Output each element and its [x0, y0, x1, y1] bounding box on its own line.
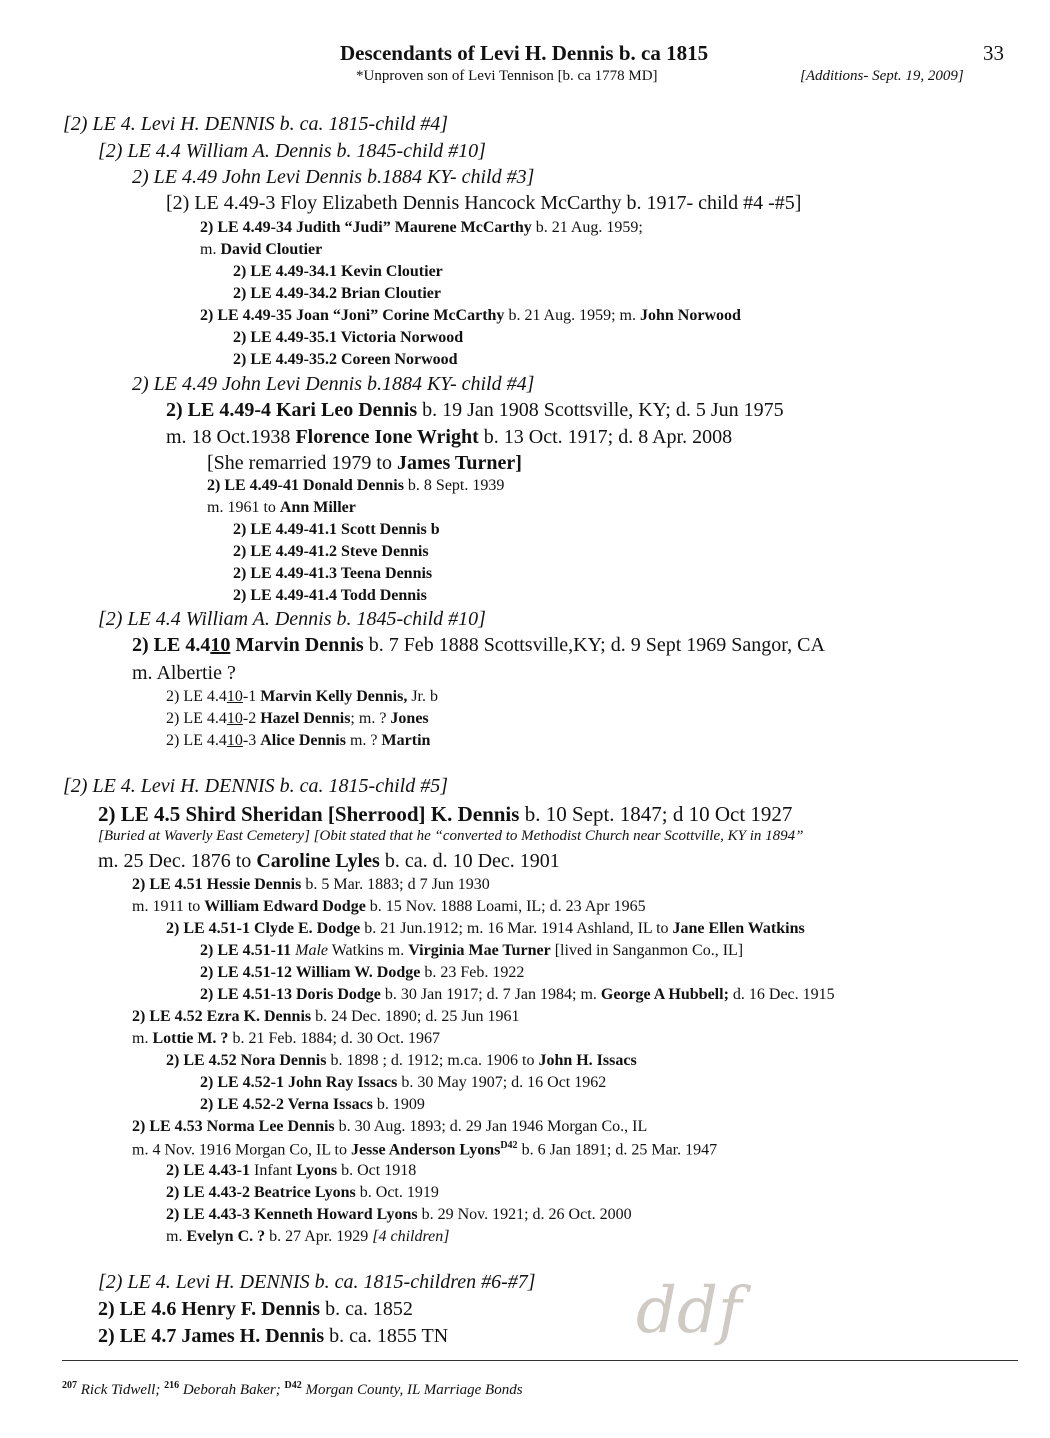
- section-heading: [2) LE 4.4 William A. Dennis b. 1845-child #10]: [98, 608, 486, 630]
- entry: [207, 499, 356, 517]
- section-heading: [2) LE 4. Levi H. DENNIS b. ca. 1815-child #4]: [63, 113, 448, 135]
- entry-name: Clyde E. Dodge: [254, 920, 361, 937]
- entry: 2) LE 4.49-41.1 Scott Dennis b: [233, 521, 440, 538]
- entry-id-underlined: 10: [226, 710, 243, 727]
- entry-name: 2) LE 4.52 Nora Dennis: [166, 1052, 327, 1069]
- section-heading: 2) LE 4.49 John Levi Dennis b.1884 KY- child #4]: [132, 373, 535, 395]
- entry-detail: b. 21 Feb. 1884; d. 30 Oct. 1967: [228, 1030, 440, 1047]
- entry-name: 2) LE 4.5 Shird Sheridan [Sherrood] K. Dennis: [98, 802, 520, 826]
- footnote-number: D42: [284, 1380, 302, 1391]
- page-subtitle: *Unproven son of Levi Tennison [b. ca 1778 MD]: [356, 68, 658, 84]
- entry-detail: m. 1911 to: [132, 898, 205, 915]
- entry: [166, 1206, 632, 1224]
- entry-name: 2) LE 4.51 Hessie Dennis: [132, 876, 302, 893]
- entry-name: 2) LE 4.53 Norma Lee Dennis: [132, 1118, 335, 1135]
- entry-detail: m. 1961 to: [207, 499, 280, 516]
- entry-detail: d. 16 Dec. 1915: [728, 986, 835, 1003]
- entry-name: Lyons: [296, 1162, 338, 1179]
- footnote-text: Rick Tidwell;: [77, 1382, 165, 1398]
- entry-id: -2: [242, 710, 261, 727]
- section-heading: 2) LE 4.49 John Levi Dennis b.1884 KY- child #3]: [132, 166, 535, 188]
- entry-detail: Infant: [250, 1162, 297, 1179]
- entry-name: Evelyn C. ?: [186, 1228, 266, 1245]
- entry-name: 2) LE 4.43-2 Beatrice Lyons: [166, 1184, 356, 1201]
- entry-name: 2) LE 4.51-12 William W. Dodge: [200, 964, 421, 981]
- entry-id: 2) LE 4.4: [166, 732, 227, 749]
- entry-detail: b. 21 Aug. 1959;: [531, 219, 643, 236]
- entry-detail: m. 4 Nov. 1916 Morgan Co, IL to: [132, 1141, 351, 1159]
- entry-detail: b. 15 Nov. 1888 Loami, IL; d. 23 Apr 1965: [365, 898, 646, 915]
- entry: 2) LE 4.49-34.1 Kevin Cloutier: [233, 263, 443, 280]
- entry: [200, 964, 524, 982]
- entry-detail: b. 24 Dec. 1890; d. 25 Jun 1961: [311, 1008, 520, 1025]
- entry: [98, 802, 792, 827]
- entry-name: James Turner]: [396, 452, 522, 474]
- entry-id: 2) LE 4.4: [132, 634, 211, 656]
- entry-detail: m.: [132, 1030, 153, 1047]
- entry-name: Martin: [381, 732, 431, 749]
- entry-name: John Norwood: [640, 307, 741, 324]
- entry: 2) LE 4.49-35.1 Victoria Norwood: [233, 329, 464, 346]
- entry: [98, 850, 560, 873]
- entry-detail: Male: [295, 942, 328, 959]
- section-heading: [2) LE 4. Levi H. DENNIS b. ca. 1815-children #6-#7]: [98, 1271, 536, 1293]
- entry-name: Marvin Dennis: [230, 634, 364, 656]
- entry-detail: b. 6 Jan 1891; d. 25 Mar. 1947: [517, 1141, 718, 1159]
- entry: [200, 219, 643, 237]
- entry: [132, 634, 825, 657]
- entry-detail: b. 21 Aug. 1959; m.: [504, 307, 640, 324]
- entry-name: John H. Issacs: [538, 1052, 637, 1069]
- entry-name: Ann Miller: [279, 499, 356, 516]
- entry-name: 2) LE 4.51-13 Doris Dodge: [200, 986, 381, 1003]
- entry-detail: b. 5 Mar. 1883; d 7 Jun 1930: [301, 876, 490, 893]
- entry-detail: m. ?: [345, 732, 382, 749]
- entry: [166, 710, 429, 728]
- entry-detail: b. Oct 1918: [337, 1162, 417, 1179]
- entry-detail: Jr. b: [407, 688, 438, 705]
- entry: [166, 426, 732, 449]
- entry-name: Florence Ione Wright: [295, 426, 479, 448]
- entry-id: 2) LE 4.51-11: [200, 942, 296, 959]
- entry-id-underlined: 10: [226, 732, 243, 749]
- entry: [132, 1030, 440, 1048]
- entry: [132, 1140, 717, 1159]
- entry-name: Caroline Lyles: [256, 850, 380, 872]
- entry: [166, 1228, 449, 1246]
- ddf-signature: [630, 1262, 790, 1362]
- entry: 2) LE 4.49-35.2 Coreen Norwood: [233, 351, 458, 368]
- page-number: 33: [983, 41, 1004, 65]
- entry: [166, 688, 438, 706]
- entry-id: 2) LE 4.51-1: [166, 920, 254, 937]
- entry: 2) LE 4.49-34.2 Brian Cloutier: [233, 285, 441, 302]
- entry-name: Jane Ellen Watkins: [672, 920, 805, 937]
- entry: [166, 399, 784, 422]
- footnote-text: Deborah Baker;: [179, 1382, 285, 1398]
- entry-detail: b. 1898 ; d. 1912; m.ca. 1906 to: [326, 1052, 539, 1069]
- entry-name: Lottie M. ?: [152, 1030, 229, 1047]
- entry-detail: m.: [200, 241, 221, 258]
- entry-name: William Edward Dodge: [204, 898, 366, 915]
- entry-detail: b. 1909: [372, 1096, 425, 1113]
- entry-detail: [She remarried 1979 to: [207, 452, 397, 474]
- entry-detail: [4 children]: [372, 1228, 450, 1245]
- entry-name: 2) LE 4.52-1 John Ray Issacs: [200, 1074, 398, 1091]
- entry-id-underlined: 10: [226, 688, 243, 705]
- entry-detail: b. Oct. 1919: [355, 1184, 439, 1201]
- entry-name: Hazel Dennis: [260, 710, 351, 727]
- entry: 2) LE 4.49-41.2 Steve Dennis: [233, 543, 429, 560]
- entry-name: 2) LE 4.6 Henry F. Dennis: [98, 1298, 321, 1320]
- page-title: Descendants of Levi H. Dennis b. ca 1815: [340, 41, 709, 65]
- entry: [200, 307, 741, 325]
- entry-name: David Cloutier: [220, 241, 323, 258]
- entry: [166, 1162, 416, 1180]
- entry-name: 2) LE 4.49-35 Joan “Joni” Corine McCarthy: [200, 307, 505, 324]
- entry-name: 2) LE 4.49-34 Judith “Judi” Maurene McCarthy: [200, 219, 532, 236]
- entry: [132, 1118, 647, 1136]
- entry-id: 2) LE 4.4: [166, 688, 227, 705]
- entry-detail: Watkins m.: [328, 942, 409, 959]
- entry: [200, 1074, 606, 1092]
- entry-detail: [lived in Sanganmon Co., IL]: [550, 942, 744, 959]
- section-heading: [2) LE 4. Levi H. DENNIS b. ca. 1815-child #5]: [63, 775, 448, 797]
- entry-detail: m. 25 Dec. 1876 to: [98, 850, 257, 872]
- entry: m. Albertie ?: [132, 662, 236, 684]
- additions-date: [Additions- Sept. 19, 2009]: [800, 68, 964, 84]
- footnote-ref: D42: [500, 1140, 518, 1151]
- entry: [166, 1184, 439, 1202]
- entry-detail: b. 29 Nov. 1921; d. 26 Oct. 2000: [417, 1206, 632, 1223]
- entry-name: 2) LE 4.7 James H. Dennis: [98, 1325, 325, 1347]
- burial-note: [Buried at Waverly East Cemetery] [Obit stated that he “converted to Methodist Church near Scottville, KY in 1894”: [98, 828, 804, 844]
- entry-detail: b. 30 Aug. 1893; d. 29 Jan 1946 Morgan Co., IL: [334, 1118, 648, 1135]
- entry-name: 2) LE 4.49-4 Kari Leo Dennis: [166, 399, 418, 421]
- footnote-number: 207: [62, 1380, 77, 1391]
- entry-id: 2) LE 4.43-1: [166, 1162, 250, 1179]
- entry-name: 2) LE 4.49-41 Donald Dennis: [207, 477, 404, 494]
- entry-detail: b. 19 Jan 1908 Scottsville, KY; d. 5 Jun 1975: [417, 399, 784, 421]
- footnote-number: 216: [164, 1380, 180, 1391]
- entry: [207, 477, 504, 495]
- entry: [98, 1298, 413, 1321]
- entry: [132, 876, 490, 894]
- entry-name: Virginia Mae Turner: [408, 942, 551, 959]
- entry: [166, 1052, 637, 1070]
- entry: 2) LE 4.49-41.4 Todd Dennis: [233, 587, 427, 604]
- footnote-text: Morgan County, IL Marriage Bonds: [301, 1382, 523, 1398]
- entry-detail: m.: [166, 1228, 187, 1245]
- entry: [200, 1096, 425, 1114]
- entry-detail: b. ca. d. 10 Dec. 1901: [379, 850, 560, 872]
- section-heading: [2) LE 4.4 William A. Dennis b. 1845-child #10]: [98, 140, 486, 162]
- entry: [200, 986, 835, 1004]
- entry-name: Jones: [390, 710, 429, 727]
- entry-name: 2) LE 4.52-2 Verna Issacs: [200, 1096, 373, 1113]
- entry-detail: b. 7 Feb 1888 Scottsville,KY; d. 9 Sept 1969 Sangor, CA: [363, 634, 825, 656]
- entry-id: -1: [242, 688, 261, 705]
- entry: [166, 920, 805, 938]
- entry-detail: b. ca. 1852: [320, 1298, 413, 1320]
- entry-detail: b. 13 Oct. 1917; d. 8 Apr. 2008: [478, 426, 733, 448]
- entry-detail: m. 18 Oct.1938: [166, 426, 296, 448]
- entry: [132, 898, 646, 916]
- entry-detail: b. 30 Jan 1917; d. 7 Jan 1984; m.: [380, 986, 601, 1003]
- entry-id: -3: [242, 732, 261, 749]
- entry-detail: b. 21 Jun.1912; m. 16 Mar. 1914 Ashland, IL to: [360, 920, 673, 937]
- entry-name: George A Hubbell;: [600, 986, 729, 1003]
- entry-name: Jesse Anderson Lyons: [350, 1141, 501, 1159]
- entry: [200, 942, 743, 960]
- entry: [132, 1008, 520, 1026]
- signature-text: ddf: [636, 1274, 742, 1348]
- entry-name: 2) LE 4.52 Ezra K. Dennis: [132, 1008, 312, 1025]
- entry-name: 2) LE 4.43-3 Kenneth Howard Lyons: [166, 1206, 418, 1223]
- entry: [98, 1325, 448, 1348]
- entry: [166, 732, 430, 750]
- entry: [207, 452, 522, 475]
- entry: [200, 241, 322, 259]
- entry-name: Marvin Kelly Dennis,: [260, 688, 408, 705]
- entry-detail: b. ca. 1855 TN: [324, 1325, 449, 1347]
- entry-id-underlined: 10: [210, 634, 231, 656]
- entry-detail: b. 27 Apr. 1929: [265, 1228, 373, 1245]
- entry-detail: b. 10 Sept. 1847; d 10 Oct 1927: [519, 802, 793, 826]
- entry-id: 2) LE 4.4: [166, 710, 227, 727]
- footnote: [62, 1380, 523, 1399]
- entry-name: Alice Dennis: [260, 732, 346, 749]
- footnote-divider: [62, 1360, 1018, 1361]
- entry-detail: ; m. ?: [350, 710, 391, 727]
- entry-detail: b. 30 May 1907; d. 16 Oct 1962: [397, 1074, 607, 1091]
- entry-detail: b. 8 Sept. 1939: [403, 477, 505, 494]
- section-heading: [2) LE 4.49-3 Floy Elizabeth Dennis Hancock McCarthy b. 1917- child #4 -#5]: [166, 192, 802, 214]
- entry: 2) LE 4.49-41.3 Teena Dennis: [233, 565, 433, 582]
- entry-detail: b. 23 Feb. 1922: [420, 964, 525, 981]
